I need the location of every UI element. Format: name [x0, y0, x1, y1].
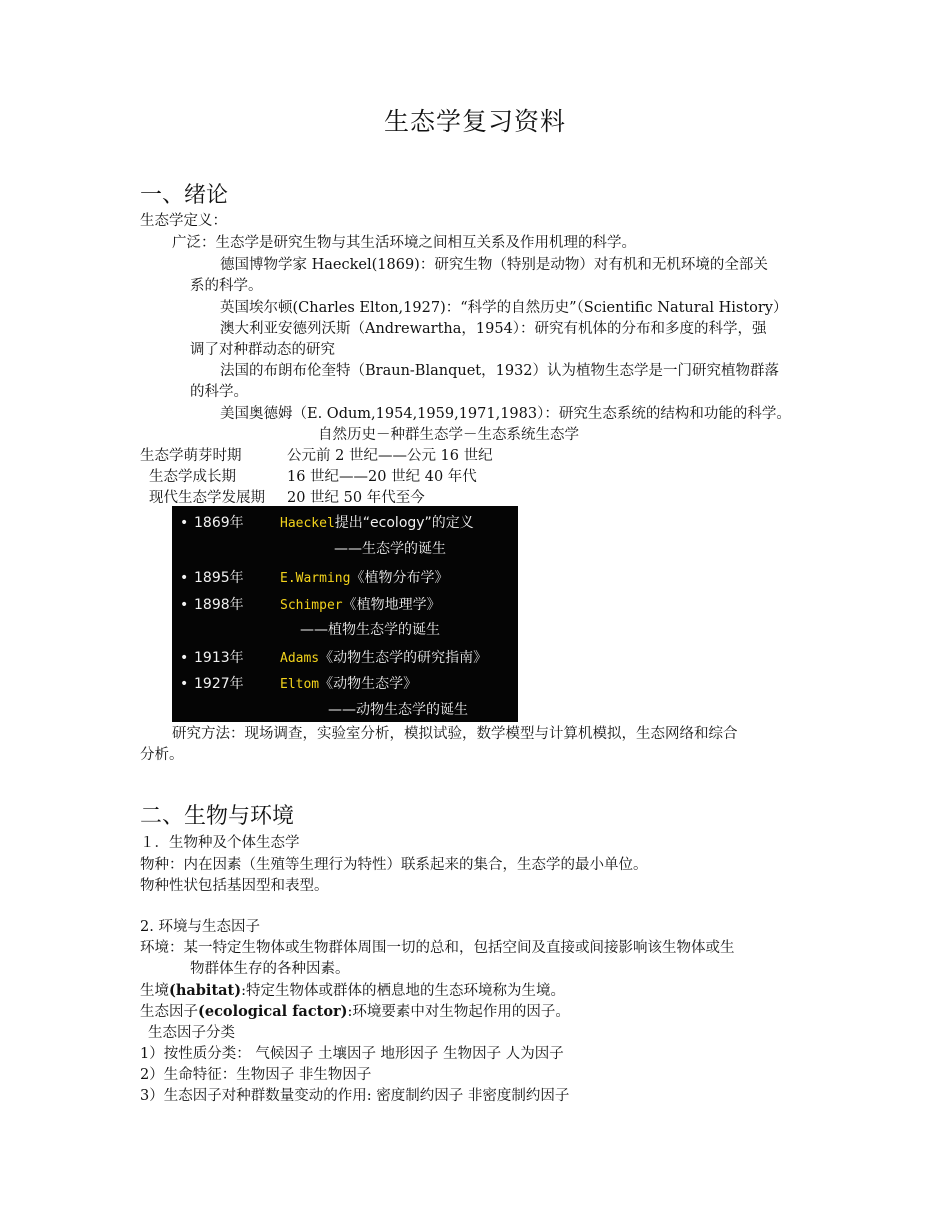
- andrewartha-definition-cont: 调了对种群动态的研究: [190, 342, 335, 358]
- classification-heading: 生态因子分类: [148, 1025, 235, 1041]
- timeline-row: [180, 567, 448, 587]
- factor-rest: :环境要素中对生物起作用的因子。: [347, 1004, 570, 1020]
- timeline-author: Haeckel: [280, 516, 335, 531]
- timeline-author: E.Warming: [280, 571, 351, 586]
- period-range: 公元前 2 世纪——公元 16 世纪: [287, 448, 493, 464]
- progression-line: 自然历史－种群生态学－生态系统生态学: [318, 427, 579, 443]
- bullet-icon: •: [180, 650, 189, 666]
- subsection-heading: 2. 环境与生态因子: [140, 919, 260, 935]
- timeline-row: [180, 512, 474, 532]
- bullet-icon: •: [180, 515, 189, 531]
- timeline-year: 1898年: [194, 597, 244, 613]
- ecological-factor-definition: [140, 1002, 570, 1022]
- factor-prefix: 生态因子: [140, 1004, 198, 1020]
- period-name: 生态学成长期: [149, 469, 236, 485]
- subsection-heading: １．生物种及个体生态学: [140, 835, 300, 851]
- section-heading-environment: 二、生物与环境: [140, 804, 295, 829]
- habitat-definition: [140, 981, 565, 1001]
- timeline-milestone: ——生态学的诞生: [334, 541, 446, 557]
- period-name: 生态学萌芽时期: [140, 448, 242, 464]
- timeline-work: 提出“ecology”的定义: [334, 515, 474, 531]
- haeckel-definition-cont: 系的科学。: [190, 278, 263, 294]
- period-range: 20 世纪 50 年代至今: [287, 490, 425, 506]
- factor-term: (ecological factor): [198, 1003, 348, 1020]
- classification-item: 1）按性质分类： 气候因子 土壤因子 地形因子 生物因子 人为因子: [140, 1046, 564, 1062]
- andrewartha-definition: 澳大利亚安德列沃斯（Andrewartha，1954）：研究有机体的分布和多度的科学，强: [220, 321, 767, 337]
- timeline-row: [180, 594, 441, 614]
- elton-definition: 英国埃尔顿(Charles Elton,1927)：“科学的自然历史”（Scientific Natural History）: [220, 300, 788, 316]
- environment-definition-cont: 物群体生存的各种因素。: [190, 961, 350, 977]
- section-heading-intro: 一、绪论: [140, 183, 229, 208]
- traits-line: 物种性状包括基因型和表型。: [140, 878, 329, 894]
- timeline-milestone: ——动物生态学的诞生: [328, 702, 468, 718]
- document-title: 生态学复习资料: [383, 107, 566, 136]
- classification-item: 2）生命特征：生物因子 非生物因子: [140, 1067, 372, 1083]
- timeline-year: 1895年: [194, 570, 244, 586]
- bullet-icon: •: [180, 570, 189, 586]
- timeline-author: Eltom: [280, 677, 320, 692]
- methods-line-cont: 分析。: [140, 747, 184, 763]
- period-name: 现代生态学发展期: [149, 490, 265, 506]
- timeline-author: Adams: [280, 651, 320, 666]
- braun-definition-cont: 的科学。: [190, 384, 248, 400]
- timeline-work: 《植物分布学》: [350, 570, 449, 586]
- timeline-year: 1869年: [194, 515, 244, 531]
- timeline-year: 1927年: [194, 676, 244, 692]
- timeline-row: [180, 673, 417, 693]
- odum-definition: 美国奥德姆（E. Odum,1954,1959,1971,1983）：研究生态系统的结构和功能的科学。: [220, 406, 791, 422]
- definition-label: 生态学定义：: [140, 213, 227, 229]
- habitat-prefix: 生境: [140, 983, 169, 999]
- timeline-row: [180, 647, 487, 667]
- history-timeline-image: [172, 506, 518, 722]
- environment-definition: 环境：某一特定生物体或生物群体周围一切的总和，包括空间及直接或间接影响该生物体或生: [140, 940, 735, 956]
- bullet-icon: •: [180, 597, 189, 613]
- habitat-term: (habitat): [169, 982, 242, 999]
- bullet-icon: •: [180, 676, 189, 692]
- period-range: 16 世纪——20 世纪 40 年代: [287, 469, 477, 485]
- timeline-work: 《动物生态学的研究指南》: [319, 650, 488, 666]
- timeline-year: 1913年: [194, 650, 244, 666]
- timeline-work: 《植物地理学》: [342, 597, 441, 613]
- classification-item: 3）生态因子对种群数量变动的作用: 密度制约因子 非密度制约因子: [140, 1088, 570, 1104]
- broad-definition: 广泛：生态学是研究生物与其生活环境之间相互关系及作用机理的科学。: [172, 235, 636, 251]
- timeline-work: 《动物生态学》: [319, 676, 418, 692]
- timeline-milestone: ——植物生态学的诞生: [300, 622, 440, 638]
- timeline-author: Schimper: [280, 598, 343, 613]
- haeckel-definition: 德国博物学家 Haeckel(1869)：研究生物（特别是动物）对有机和无机环境的全部关: [220, 257, 768, 273]
- species-definition: 物种：内在因素（生殖等生理行为特性）联系起来的集合，生态学的最小单位。: [140, 857, 648, 873]
- methods-line: 研究方法：现场调查，实验室分析，模拟试验，数学模型与计算机模拟，生态网络和综合: [172, 726, 738, 742]
- braun-definition: 法国的布朗布伦奎特（Braun-Blanquet，1932）认为植物生态学是一门研究植物群落: [220, 363, 780, 379]
- habitat-rest: :特定生物体或群体的栖息地的生态环境称为生境。: [241, 983, 565, 999]
